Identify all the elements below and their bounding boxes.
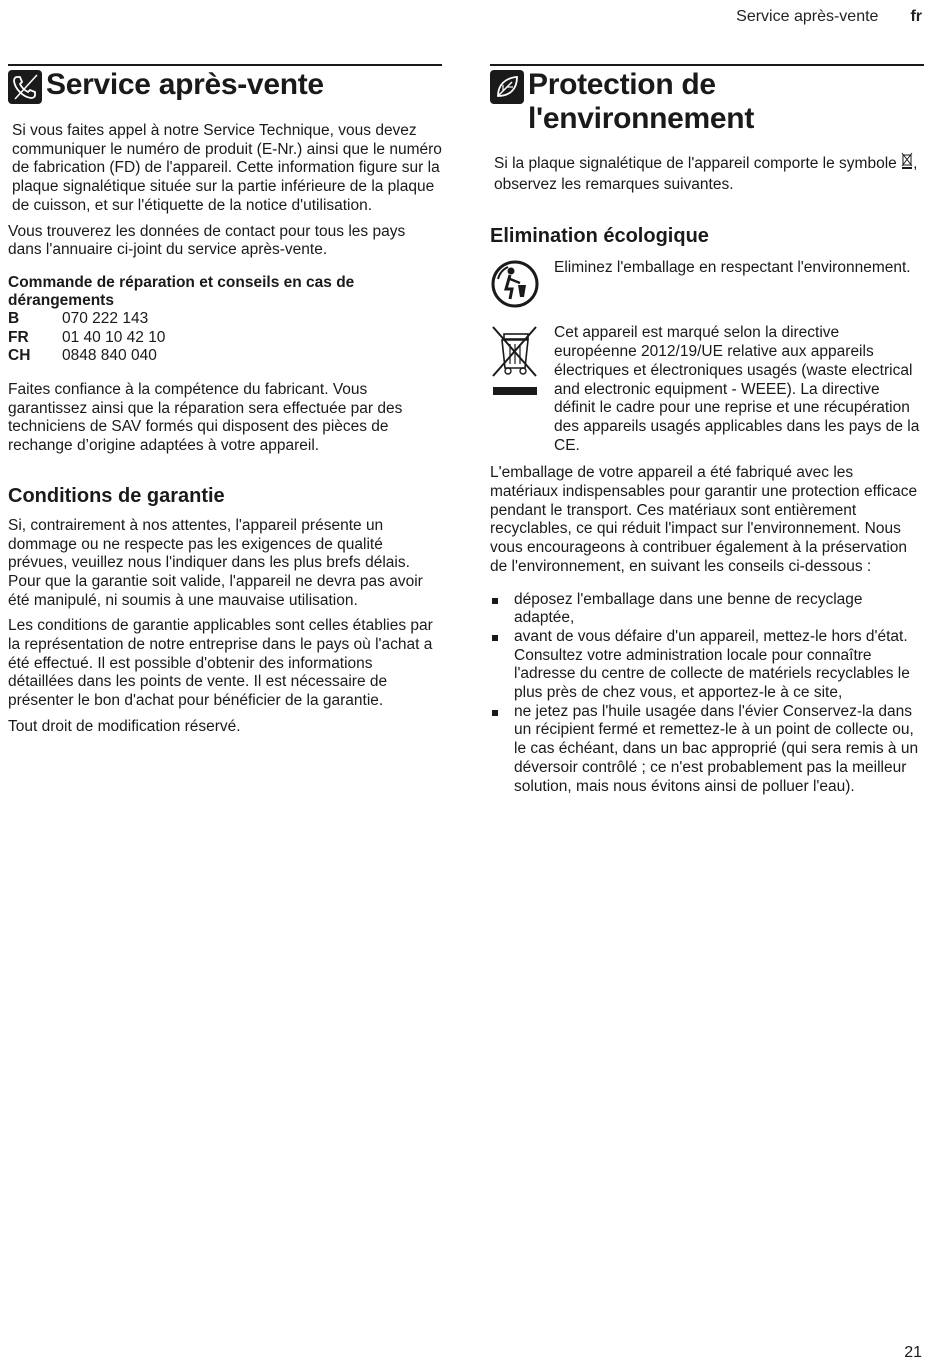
packaging-row	[490, 259, 924, 314]
advice-list	[490, 591, 924, 797]
trust-text: Faites confiance à la compétence du fabricant. Vous garantissez ainsi que la réparation sera effectuée par des techniciens de SAV formés qui disposent des pièces de rechange d’origine adaptées à votre appareil.	[8, 381, 403, 455]
page-number: 21	[904, 1344, 922, 1361]
intro-text-before: Si la plaque signalétique de l'appareil comporte le symbole	[494, 155, 902, 172]
bullet-square-icon	[492, 598, 498, 604]
running-header-title: Service après-vente	[736, 8, 879, 25]
left-column	[8, 64, 442, 737]
weee-text: Cet appareil est marqué selon la directive européenne 2012/19/UE relative aux appareils électriques et électroniques usagés (waste electrical and electronic equipment - WEEE). La directive définit le cadre pour une reprise et une récupération des appareils usagés applicables dans les pays de la CE.	[554, 324, 920, 454]
weee-bin-icon	[490, 324, 540, 455]
phone-number: 070 222 143	[62, 309, 149, 327]
list-item-text: déposez l'emballage dans une benne de recyclage adaptée,	[514, 590, 863, 627]
section-title-environment	[490, 64, 924, 136]
phone-number: 01 40 10 42 10	[62, 328, 166, 346]
warranty-heading: Conditions de garantie	[8, 484, 225, 507]
section-title-service	[8, 64, 442, 104]
contact-info-text: Vous trouverez les données de contact pour tous les pays dans l'annuaire ci-joint du service après-vente.	[8, 222, 406, 259]
list-item	[490, 703, 924, 797]
section-title-line-1: Protection de	[528, 68, 716, 101]
section-title-line-2: l'environnement	[528, 102, 755, 135]
contact-row	[8, 329, 442, 348]
reserved-rights-text: Tout droit de modification réservé.	[8, 717, 241, 735]
warranty-paragraph-1: Si, contrairement à nos attentes, l'appareil présente un dommage ou ne respecte pas les exigences de qualité prévues, veuillez nous l'indiquer dans les plus brefs délais. Pour que la garantie soit valide, l'appareil ne devra pas avoir été manipulé, ni soumis à une mauvaise utilisation.	[8, 516, 423, 609]
list-item	[490, 628, 924, 703]
weee-small-icon	[901, 152, 913, 176]
running-header	[736, 8, 922, 26]
phone-icon	[8, 70, 42, 104]
leaf-icon	[490, 70, 524, 104]
section-title-text: Service après-vente	[46, 68, 324, 101]
packaging-text: Eliminez l'emballage en respectant l'environnement.	[554, 259, 911, 277]
disposal-heading: Elimination écologique	[490, 225, 709, 248]
bullet-square-icon	[492, 635, 498, 641]
environment-intro	[490, 152, 924, 194]
weee-row	[490, 324, 924, 455]
bullet-square-icon	[492, 710, 498, 716]
language-code: fr	[910, 8, 922, 25]
service-intro: Si vous faites appel à notre Service Technique, vous devez communiquer le numéro de produit (E-Nr.) ainsi que le numéro de fabrication (FD) de l'appareil. Cette information figure sur la plaque signalétique située sur la partie inférieure de la plaque de cuisson, et sur l'étiquette de la notice d'utilisation.	[12, 122, 442, 214]
phone-number: 0848 840 040	[62, 347, 157, 365]
repair-heading: Commande de réparation et conseils en cas de dérangements	[8, 273, 355, 309]
warranty-paragraph-2: Les conditions de garantie applicables sont celles établies par la représentation de notre entreprise dans le pays où l'achat a été effectué. Il est possible d'obtenir des informations détaillées dans les points de vente. Il est nécessaire de présenter le bon d'achat pour bénéficier de la garantie.	[8, 617, 433, 710]
list-item	[490, 591, 924, 628]
intro-text-after: , observez les remarques suivantes.	[494, 155, 918, 193]
packaging-long-text: L'emballage de votre appareil a été fabriqué avec les matériaux indispensables pour garantir une protection efficace pendant le transport. Ces matériaux sont entièrement recyclables, ce qui réduit l'impact sur l'environnement. Nous vous encourageons à contribuer également à la préservation de l'environnement, en suivant les conseils ci-dessous :	[490, 464, 918, 575]
contact-row	[8, 310, 442, 329]
list-item-text: ne jetez pas l'huile usagée dans l'évier Conservez-la dans un récipient fermé et remettez-le à un point de collecte ou, le cas échéant, dans un bac approprié (qui sera remis à un déversoir contrôlé ; ce n'est probablement pas la meilleur solution, mais nous évitons ainsi de polluer l'eau).	[514, 702, 919, 795]
contact-row	[8, 347, 442, 366]
country-code: B	[8, 309, 20, 327]
right-column	[490, 64, 924, 796]
list-item-text: avant de vous défaire d'un appareil, mettez-le hors d'état. Consultez votre administration locale pour connaître l'adresse du centre de collecte de matériels recyclables le plus près de chez vous, et apportez-le à ce site,	[514, 627, 910, 702]
country-code: CH	[8, 347, 31, 365]
country-code: FR	[8, 328, 29, 346]
contact-list	[8, 310, 442, 366]
recycle-icon	[490, 259, 540, 314]
